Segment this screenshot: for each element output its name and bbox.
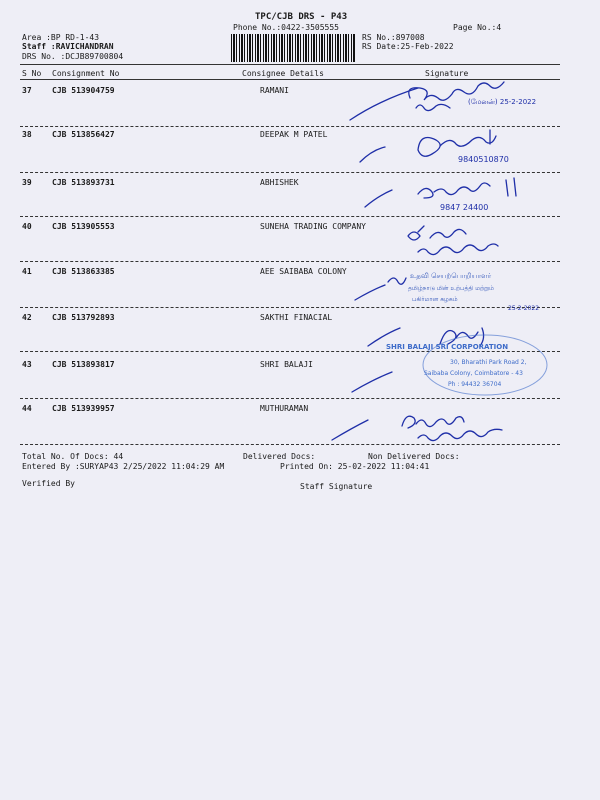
- row-sno: 38: [22, 130, 32, 139]
- row-sno: 44: [22, 404, 32, 413]
- row-consignment: CJB 513893817: [52, 360, 115, 369]
- sig-stroke: [332, 420, 368, 440]
- row-sno: 43: [22, 360, 32, 369]
- area-code: Area :BP RD-1-43: [22, 33, 100, 42]
- sig-stroke: [416, 104, 450, 110]
- printed-on: Printed On: 25-02-2022 11:04:41: [280, 462, 430, 471]
- handwritten-phone: 9847 24400: [440, 203, 489, 212]
- handwritten-date: 25-2-2022: [508, 305, 540, 312]
- row-consignee: AEE SAIBABA COLONY: [260, 267, 347, 276]
- rs-number: RS No.:897008: [362, 33, 425, 42]
- stamp-line: SHRI BALAJI SRI CORPORATION: [386, 343, 509, 351]
- row-consignee: RAMANI: [260, 86, 289, 95]
- row-consignment: CJB 513904759: [52, 86, 115, 95]
- row-consignee: SAKTHI FINACIAL: [260, 313, 333, 322]
- sig-stroke: [418, 130, 496, 156]
- row-consignment: CJB 513939957: [52, 404, 115, 413]
- row-consignee: SUNEHA TRADING COMPANY: [260, 222, 366, 231]
- col-consignee: Consignee Details: [242, 69, 324, 78]
- sig-stroke: [408, 226, 466, 240]
- row-consignment: CJB 513856427: [52, 130, 115, 139]
- staff-signature: Staff Signature: [300, 482, 373, 491]
- entered-by: Entered By :SURYAP43 2/25/2022 11:04:29 AM: [22, 462, 225, 471]
- stamp-line: Saibaba Colony, Coimbatore - 43: [424, 370, 523, 377]
- row-consignee: ABHISHEK: [260, 178, 299, 187]
- sig-stroke: [418, 429, 502, 440]
- row-sno: 41: [22, 267, 32, 276]
- sig-stroke: [418, 244, 498, 255]
- row-sno: 40: [22, 222, 32, 231]
- col-consignment: Consignment No: [52, 69, 120, 78]
- row-sno: 42: [22, 313, 32, 322]
- sig-stroke: [388, 278, 406, 284]
- row-consignee: DEEPAK M PATEL: [260, 130, 328, 139]
- non-delivered-docs: Non Delivered Docs:: [368, 452, 460, 461]
- delivered-docs: Delivered Docs:: [243, 452, 316, 461]
- row-consignment: CJB 513893731: [52, 178, 115, 187]
- staff-name: Staff :RAVICHANDRAN: [22, 42, 114, 51]
- row-consignee: MUTHURAMAN: [260, 404, 309, 413]
- drs-number: DRS No. :DCJB89700804: [22, 52, 124, 61]
- document-title: TPC/CJB DRS - P43: [255, 12, 348, 22]
- page-number: Page No.:4: [453, 23, 502, 32]
- rs-date: RS Date:25-Feb-2022: [362, 42, 454, 51]
- row-sno: 39: [22, 178, 32, 187]
- sig-stroke: [352, 372, 392, 392]
- stamp-line: Ph : 94432 36704: [448, 381, 502, 388]
- total-docs: Total No. Of Docs: 44: [22, 452, 124, 461]
- stamp-line: உதவி செயற்பொறியாளர்: [410, 272, 492, 280]
- sig-stroke: [355, 285, 385, 300]
- sig-stroke: [350, 88, 418, 120]
- verified-by: Verified By: [22, 479, 75, 488]
- sig-stroke: [418, 178, 516, 198]
- row-consignment: CJB 513792893: [52, 313, 115, 322]
- row-consignee: SHRI BALAJI: [260, 360, 313, 369]
- stamp-line: 30, Bharathi Park Road 2,: [450, 359, 527, 366]
- col-sno: S No: [22, 69, 42, 78]
- sig-stroke: [365, 190, 392, 207]
- col-signature: Signature: [425, 69, 469, 78]
- sig-stroke: [402, 416, 464, 428]
- row-consignment: CJB 513905553: [52, 222, 115, 231]
- stamp-line: தமிழ்நாடு மின் உற்பத்தி மற்றும்: [408, 285, 495, 292]
- handwritten-note: (மேனன்) 25-2-2022: [468, 98, 537, 106]
- stamp-line: பகிர்மான கழகம்: [412, 296, 458, 303]
- row-consignment: CJB 513863385: [52, 267, 115, 276]
- phone-number: Phone No.:0422-3505555: [233, 23, 339, 32]
- sig-stroke: [360, 147, 385, 162]
- handwritten-phone: 9840510870: [458, 155, 509, 164]
- row-sno: 37: [22, 86, 32, 95]
